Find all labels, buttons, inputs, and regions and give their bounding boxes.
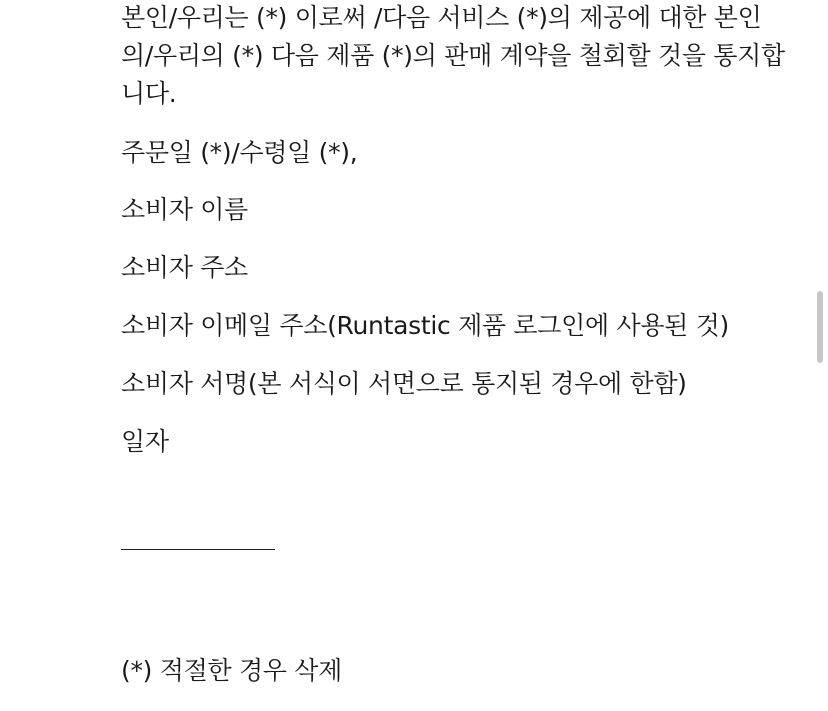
footnote: (*) 적절한 경우 삭제 bbox=[121, 656, 342, 685]
consumer-email-field: 소비자 이메일 주소(Runtastic 제품 로그인에 사용된 것) bbox=[121, 311, 729, 340]
order-date-field: 주문일 (*)/수령일 (*), bbox=[121, 138, 358, 167]
scrollbar-thumb[interactable] bbox=[817, 291, 823, 363]
consumer-address-field: 소비자 주소 bbox=[121, 253, 248, 282]
date-field: 일자 bbox=[121, 427, 169, 456]
consumer-signature-field: 소비자 서명(본 서식이 서면으로 통지된 경우에 한함) bbox=[121, 369, 687, 398]
signature-line bbox=[121, 549, 275, 550]
consumer-name-field: 소비자 이름 bbox=[121, 195, 248, 224]
withdrawal-notice-text: 본인/우리는 (*) 이로써 /다음 서비스 (*)의 제공에 대한 본인의/우리의 (*) 다음 제품 (*)의 판매 계약을 철회할 것을 통지합니다. bbox=[121, 3, 785, 108]
